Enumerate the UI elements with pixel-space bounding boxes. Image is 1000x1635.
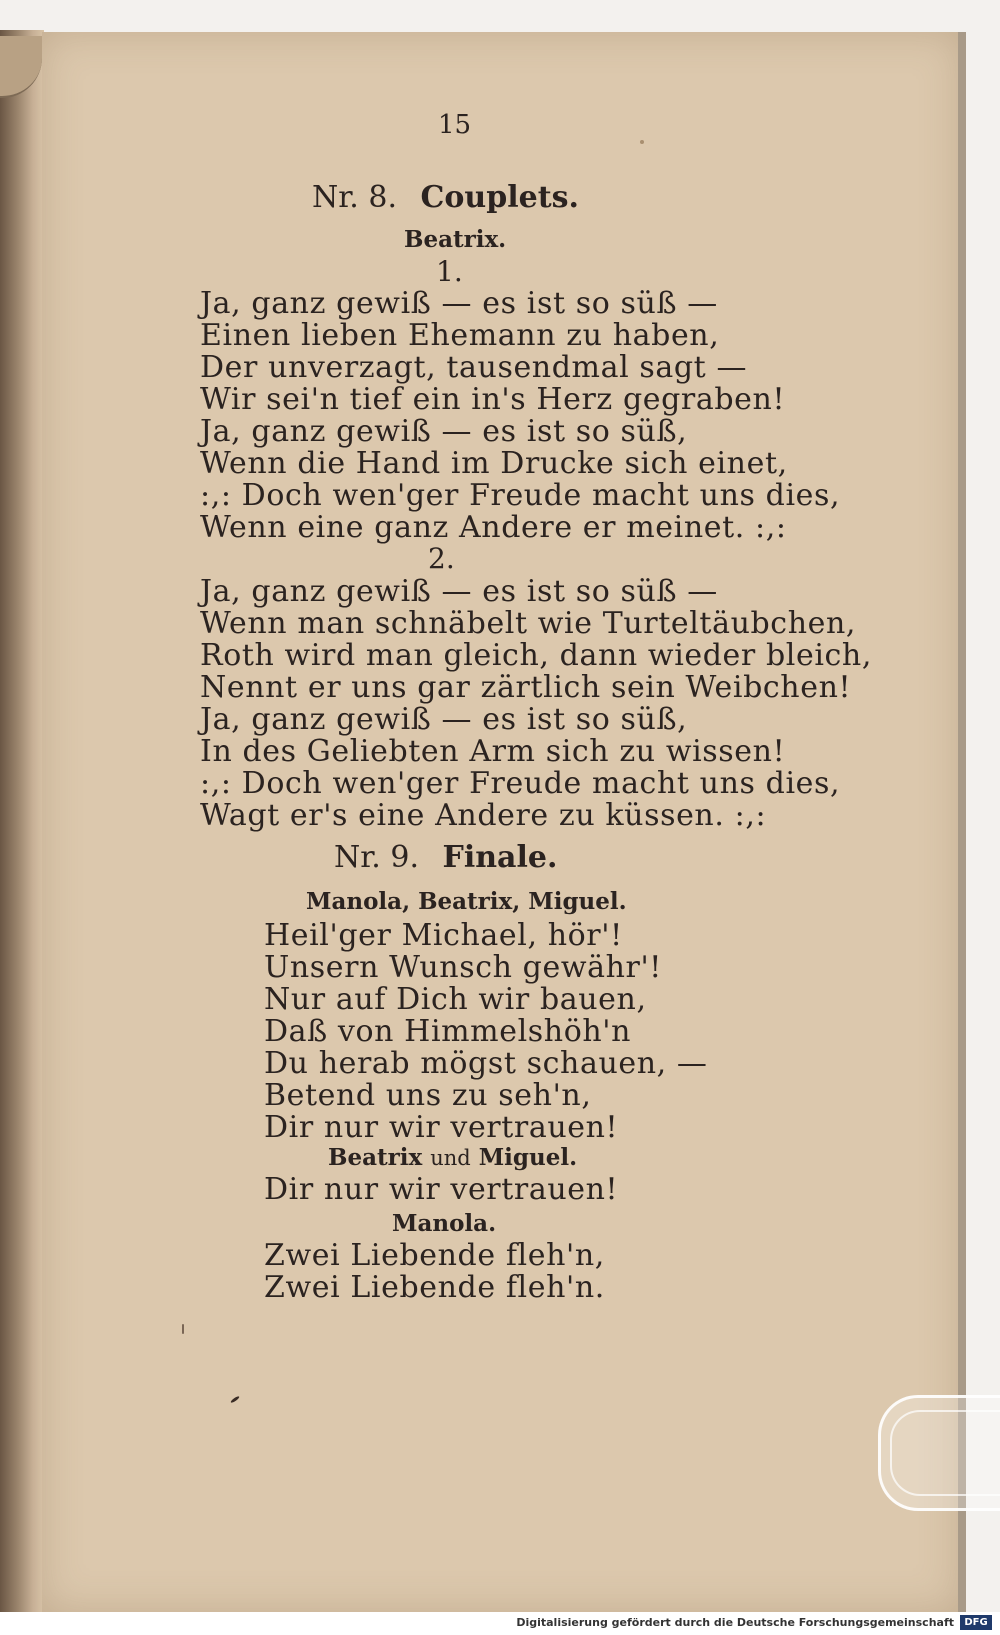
speaker-label: Manola, Beatrix, Miguel. — [306, 888, 627, 915]
verse-line: Dir nur wir vertrauen! — [264, 1110, 619, 1145]
verse-line: Wir sei'n tief ein in's Herz gegraben! — [200, 382, 786, 417]
verse-line: Zwei Liebende fleh'n. — [264, 1270, 605, 1305]
verse-line: Nennt er uns gar zärtlich sein Weibchen! — [200, 670, 852, 705]
verse-line: Dir nur wir vertrauen! — [264, 1172, 619, 1207]
speaker-label — [328, 1144, 577, 1171]
speaker-label: Beatrix. — [404, 226, 507, 253]
verse-line: :,: Doch wen'ger Freude macht uns dies, — [200, 766, 841, 801]
verse-line: Wenn man schnäbelt wie Turteltäubchen, — [200, 606, 857, 641]
dfg-logo: DFG — [960, 1615, 992, 1630]
stanza-number: 2. — [428, 542, 455, 575]
verse-line: Daß von Himmelshöh'n — [264, 1014, 632, 1049]
page-edge — [958, 32, 966, 1612]
verse-line: Der unverzagt, tausendmal sagt — — [200, 350, 748, 385]
verse-line: Roth wird man gleich, dann wieder bleich, — [200, 638, 872, 673]
verse-line: Heil'ger Michael, hör'! — [264, 918, 623, 953]
verse-line: Unsern Wunsch gewähr'! — [264, 950, 662, 985]
footer-credit: Digitalisierung gefördert durch die Deutsche Forschungsgemeinschaft — [516, 1616, 954, 1629]
verse-line: Zwei Liebende fleh'n, — [264, 1238, 605, 1273]
paper-clip-inner — [890, 1410, 1000, 1496]
verse-line: Ja, ganz gewiß — es ist so süß — — [200, 574, 718, 609]
verse-line: Ja, ganz gewiß — es ist so süß, — [200, 702, 688, 737]
section-title: Couplets. — [420, 180, 579, 215]
section-heading-nr9 — [334, 840, 557, 875]
verse-line: Wenn die Hand im Drucke sich einet, — [200, 446, 788, 481]
verse-line: Ja, ganz gewiß — es ist so süß, — [200, 414, 688, 449]
verse-line: Wenn eine ganz Andere er meinet. :,: — [200, 510, 787, 545]
section-number: Nr. 8. — [312, 180, 397, 215]
book-binding — [0, 30, 44, 1615]
verse-line: In des Geliebten Arm sich zu wissen! — [200, 734, 786, 769]
speaker-name: Beatrix — [328, 1144, 423, 1171]
speaker-name: Miguel. — [478, 1144, 578, 1171]
verse-line: Du herab mögst schauen, — — [264, 1046, 708, 1081]
speaker-label: Manola. — [392, 1210, 497, 1237]
verse-line: Einen lieben Ehemann zu haben, — [200, 318, 720, 353]
verse-line: Nur auf Dich wir bauen, — [264, 982, 647, 1017]
stanza-number: 1. — [436, 255, 463, 288]
verse-line: :,: Doch wen'ger Freude macht uns dies, — [200, 478, 841, 513]
section-heading-nr8 — [312, 180, 579, 215]
verse-line: Betend uns zu seh'n, — [264, 1078, 592, 1113]
verse-line: Ja, ganz gewiß — es ist so süß — — [200, 286, 718, 321]
verse-line: Wagt er's eine Andere zu küssen. :,: — [200, 798, 767, 833]
paper-speck — [640, 140, 644, 144]
page-number: 15 — [438, 110, 472, 140]
section-number: Nr. 9. — [334, 840, 419, 875]
paper-speck — [182, 1324, 184, 1334]
section-title: Finale. — [442, 840, 558, 875]
speaker-conjunction: und — [430, 1146, 471, 1170]
